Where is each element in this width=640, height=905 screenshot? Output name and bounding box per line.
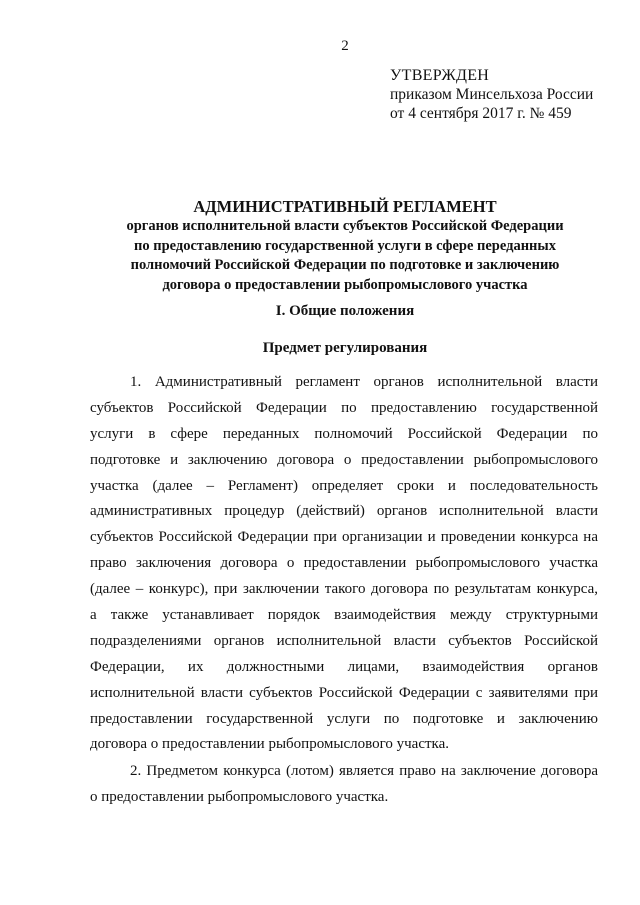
paragraph-1 [90, 370, 598, 758]
approval-date-line: от 4 сентября 2017 г. № 459 [390, 105, 572, 122]
document-heading [90, 196, 600, 295]
paragraph-line: а также устанавливает порядок взаимодействия между структурными [90, 607, 598, 624]
paragraph-line: (далее – конкурс), при заключении такого договора по результатам конкурса, [90, 581, 598, 598]
paragraph-line: 2. Предметом конкурса (лотом) является право на заключение договора [130, 763, 598, 779]
paragraph-line: субъектов Российской Федерации по предоставлению государственной [90, 399, 598, 416]
approval-stamp [390, 66, 593, 123]
paragraph-line: подготовке и заключению договора о предоставлении рыбопромыслового [90, 451, 598, 468]
paragraph-line: административных процедур (действий) органов исполнительной власти [90, 503, 598, 520]
paragraph-line: право заключения договора о предоставлении рыбопромыслового участка [90, 555, 598, 572]
section-title: I. Общие положения [275, 303, 415, 319]
document-subtitle-line: полномочий Российской Федерации по подготовке и заключению [130, 257, 560, 273]
document-subtitle-line: органов исполнительной власти субъектов Российской Федерации [126, 218, 564, 234]
paragraph-line: услуги в сфере переданных полномочий Российской Федерации по [90, 425, 598, 442]
paragraph-line: предоставлении государственной услуги по подготовке и заключению [90, 710, 598, 727]
page-number: 2 [341, 38, 349, 54]
approval-order-line: приказом Минсельхоза России [390, 86, 594, 103]
paragraph-line: договора о предоставлении рыбопромыслового участка. [90, 736, 450, 753]
paragraph-line: Федерации, их должностными лицами, взаимодействия органов [90, 658, 598, 675]
document-subtitle-line: договора о предоставлении рыбопромыслового участка [162, 276, 528, 293]
subsection-title: Предмет регулирования [262, 340, 428, 356]
paragraph-line: подразделениями органов исполнительной власти субъектов Российской [90, 632, 598, 649]
paragraph-line: о предоставлении рыбопромыслового участка. [90, 788, 389, 805]
paragraph-2 [90, 759, 598, 811]
document-subtitle-line: по предоставлению государственной услуги в сфере переданных [133, 237, 556, 254]
approval-label: УТВЕРЖДЕН [390, 67, 490, 84]
paragraph-line: субъектов Российской Федерации при организации и проведении конкурса на [90, 529, 598, 546]
paragraph-line: 1. Административный регламент органов исполнительной власти [130, 374, 598, 390]
document-title: АДМИНИСТРАТИВНЫЙ РЕГЛАМЕНТ [193, 197, 497, 216]
paragraph-line: исполнительной власти субъектов Российской Федерации с заявителями при [90, 684, 598, 701]
paragraph-line: участка (далее – Регламент) определяет сроки и последовательность [90, 477, 598, 494]
